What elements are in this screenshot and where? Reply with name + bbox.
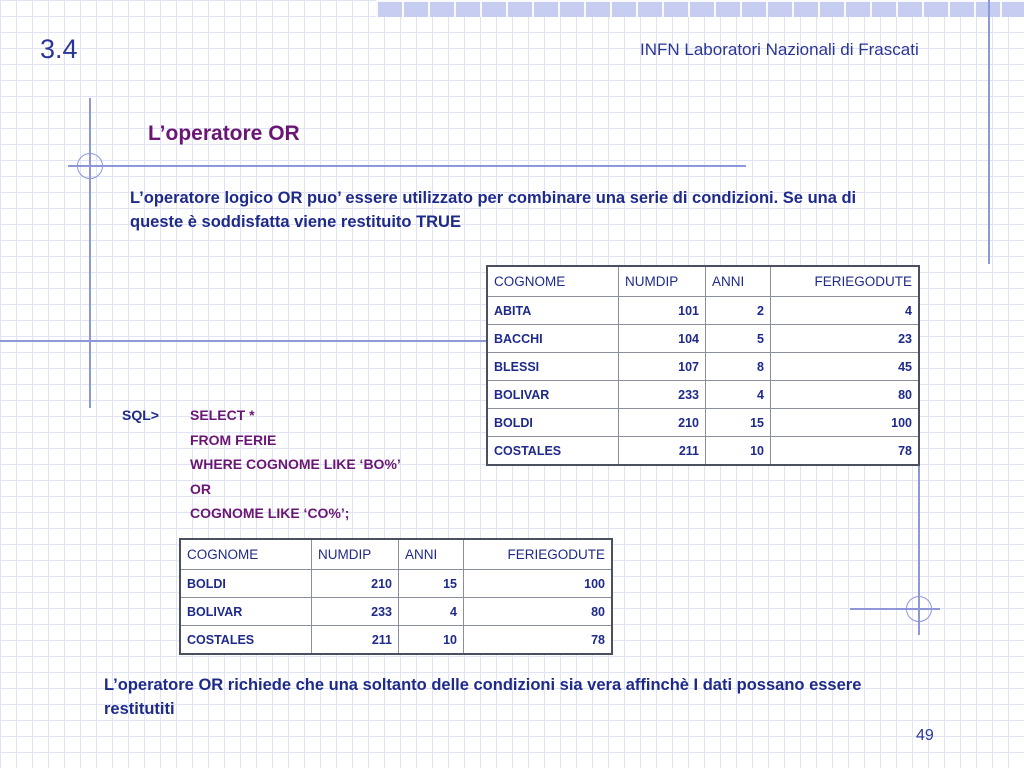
table-cell: 78 <box>464 626 613 655</box>
column-header: NUMDIP <box>312 539 399 570</box>
guide-line-right <box>988 0 990 264</box>
table-cell: 45 <box>771 353 920 381</box>
table-row <box>487 325 919 353</box>
sql-prompt: SQL> <box>122 407 159 423</box>
table-cell: 15 <box>399 570 464 598</box>
table-cell: 211 <box>312 626 399 655</box>
table-cell: 211 <box>619 437 706 466</box>
table-cell: 15 <box>706 409 771 437</box>
guide-circle-top <box>77 153 103 179</box>
source-table <box>486 265 920 466</box>
table-cell: 210 <box>312 570 399 598</box>
table-cell: 100 <box>464 570 613 598</box>
guide-line-top <box>68 165 746 167</box>
guide-line-left <box>89 98 91 408</box>
column-header: COGNOME <box>487 266 619 297</box>
table-row <box>487 437 919 466</box>
column-header: NUMDIP <box>619 266 706 297</box>
table-cell: 104 <box>619 325 706 353</box>
table-cell: BOLIVAR <box>487 381 619 409</box>
table-cell: 210 <box>619 409 706 437</box>
table-row <box>180 598 612 626</box>
table-row <box>180 626 612 655</box>
table-cell: 80 <box>771 381 920 409</box>
table-cell: 78 <box>771 437 920 466</box>
table-cell: BOLIVAR <box>180 598 312 626</box>
sql-line: OR <box>190 480 211 497</box>
table-row <box>180 570 612 598</box>
column-header: FERIEGODUTE <box>771 266 920 297</box>
table-header-row <box>180 539 612 570</box>
table-cell: 10 <box>706 437 771 466</box>
table-cell: BACCHI <box>487 325 619 353</box>
table-header-row <box>487 266 919 297</box>
table-row <box>487 353 919 381</box>
page-number: 49 <box>916 727 934 744</box>
section-number: 3.4 <box>40 34 78 64</box>
table-row <box>487 381 919 409</box>
table-cell: 8 <box>706 353 771 381</box>
table-cell: 100 <box>771 409 920 437</box>
sql-line: FROM FERIE <box>190 431 277 448</box>
result-table <box>179 538 613 655</box>
sql-line: SELECT * <box>190 407 255 423</box>
table-cell: BOLDI <box>180 570 312 598</box>
table-cell: BOLDI <box>487 409 619 437</box>
organization-name: INFN Laboratori Nazionali di Frascati <box>640 40 919 59</box>
sql-query <box>190 407 401 530</box>
column-header: COGNOME <box>180 539 312 570</box>
table-cell: 101 <box>619 297 706 325</box>
sql-line: COGNOME LIKE ‘CO%’; <box>190 505 350 522</box>
column-header: ANNI <box>399 539 464 570</box>
table-cell: 2 <box>706 297 771 325</box>
table-cell: 107 <box>619 353 706 381</box>
guide-circle-bottom <box>906 596 932 622</box>
intro-text: L’operatore logico OR puo’ essere utilizzato per combinare una serie di condizioni. Se una di queste è soddisfatta viene restituito TRUE <box>130 189 857 231</box>
table-cell: 10 <box>399 626 464 655</box>
guide-line-mid <box>0 340 487 342</box>
table-cell: ABITA <box>487 297 619 325</box>
column-header: ANNI <box>706 266 771 297</box>
table-cell: 4 <box>399 598 464 626</box>
table-cell: 80 <box>464 598 613 626</box>
footer-text: L’operatore OR richiede che una soltanto delle condizioni sia vera affinchè I dati possano essere restitutiti <box>104 676 862 718</box>
table-cell: 233 <box>619 381 706 409</box>
table-cell: 23 <box>771 325 920 353</box>
header-checker-band <box>376 0 1024 17</box>
table-cell: COSTALES <box>180 626 312 655</box>
table-row <box>487 297 919 325</box>
table-cell: 4 <box>771 297 920 325</box>
table-cell: 233 <box>312 598 399 626</box>
sql-line: WHERE COGNOME LIKE ‘BO%’ <box>190 456 401 473</box>
table-cell: 4 <box>706 381 771 409</box>
table-cell: 5 <box>706 325 771 353</box>
table-row <box>487 409 919 437</box>
table-cell: COSTALES <box>487 437 619 466</box>
table-cell: BLESSI <box>487 353 619 381</box>
slide-title: L’operatore OR <box>148 122 300 145</box>
column-header: FERIEGODUTE <box>464 539 613 570</box>
